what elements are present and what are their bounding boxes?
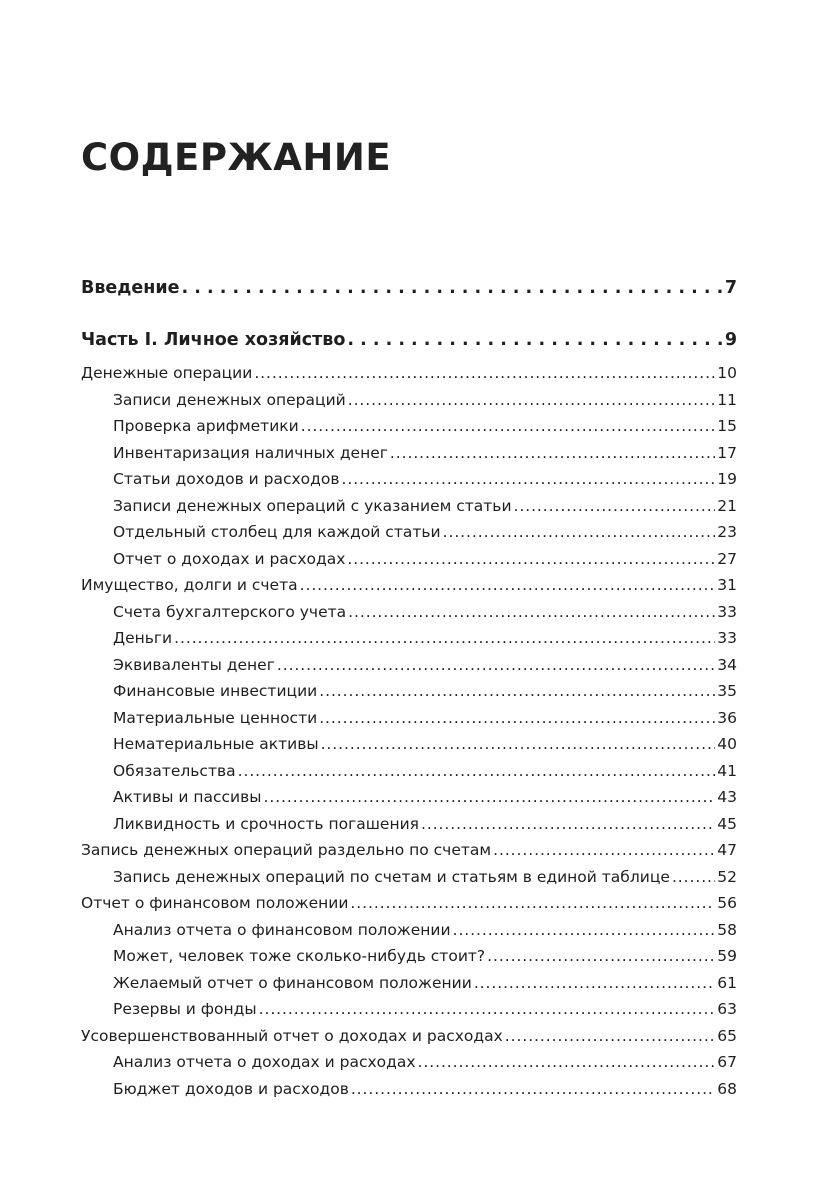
toc-entry-title: Отчет о финансовом положении	[81, 894, 349, 912]
toc-entry-page-number: 41	[717, 761, 737, 780]
page-title: СОДЕРЖАНИЕ	[81, 136, 392, 179]
toc-entry[interactable]	[81, 572, 737, 599]
toc-dot-leader	[443, 519, 716, 546]
toc-dot-leader	[390, 440, 715, 467]
table-of-contents	[81, 272, 737, 1102]
toc-dot-leader	[348, 387, 716, 414]
toc-dot-leader	[321, 731, 716, 758]
toc-entry-title: Нематериальные активы	[113, 735, 319, 753]
toc-entry-title: Отчет о доходах и расходах	[113, 549, 346, 568]
toc-entry-title: Статьи доходов и расходов	[113, 470, 340, 488]
toc-entry-page-number: 10	[717, 364, 737, 382]
toc-dot-leader	[348, 599, 715, 626]
toc-entry-title: Желаемый отчет о финансовом положении	[113, 973, 472, 992]
toc-dot-leader	[514, 493, 716, 520]
toc-entry-page-number: 36	[717, 708, 737, 727]
toc-entry[interactable]	[81, 413, 737, 440]
toc-entry-title: Проверка арифметики	[113, 417, 299, 435]
toc-entry-title: Обязательства	[113, 761, 236, 780]
toc-entry-title: Анализ отчета о финансовом положении	[113, 920, 451, 939]
toc-dot-leader	[453, 917, 716, 944]
toc-entry[interactable]	[81, 652, 737, 679]
toc-entry-page-number: 68	[717, 1079, 737, 1098]
toc-dot-leader	[264, 784, 716, 811]
toc-dot-leader	[341, 466, 715, 493]
toc-entry-page-number: 34	[717, 655, 737, 674]
toc-entry[interactable]	[81, 678, 737, 705]
toc-entry-title: Записи денежных операций с указанием статьи	[113, 496, 512, 515]
toc-dot-leader	[505, 1023, 715, 1050]
toc-entry-page-number: 21	[717, 496, 737, 515]
toc-entry-title: Материальные ценности	[113, 708, 318, 727]
toc-dot-leader	[254, 360, 715, 387]
toc-entry[interactable]	[81, 360, 737, 387]
toc-entry[interactable]	[81, 546, 737, 573]
toc-entry-page-number: 56	[717, 894, 737, 912]
toc-entry-page-number: 23	[717, 523, 737, 541]
toc-dot-leader	[238, 758, 716, 785]
toc-entry[interactable]	[81, 864, 737, 891]
toc-entry-page-number: 31	[717, 576, 737, 594]
toc-entry-page-number: 40	[717, 735, 737, 753]
toc-entry[interactable]	[81, 731, 737, 758]
toc-entry-page-number: 35	[717, 682, 737, 700]
toc-entry-title: Запись денежных операций по счетам и статьям в единой таблице	[113, 867, 670, 886]
toc-entry[interactable]	[81, 758, 737, 785]
toc-entry-title: Бюджет доходов и расходов	[113, 1079, 349, 1098]
toc-dot-leader	[421, 811, 715, 838]
toc-entry-page-number: 15	[717, 417, 737, 435]
toc-entry-title: Имущество, долги и счета	[81, 576, 298, 594]
toc-entry-page-number: 59	[717, 947, 737, 965]
toc-entry-page-number: 61	[717, 973, 737, 992]
toc-entry-title: Инвентаризация наличных денег	[113, 443, 388, 462]
toc-entry[interactable]	[81, 272, 737, 304]
toc-entry-page-number: 43	[717, 788, 737, 806]
toc-entry[interactable]	[81, 1049, 737, 1076]
toc-entry-page-number: 27	[717, 549, 737, 568]
toc-dot-leader	[487, 943, 715, 970]
toc-entry[interactable]	[81, 493, 737, 520]
toc-entry-title: Счета бухгалтерского учета	[113, 602, 347, 621]
toc-entry-page-number: 65	[717, 1026, 737, 1045]
toc-dot-leader	[174, 625, 715, 652]
toc-entry[interactable]	[81, 387, 737, 414]
toc-dot-leader	[319, 705, 715, 732]
toc-entry-page-number: 52	[717, 867, 737, 886]
toc-entry[interactable]	[81, 1076, 737, 1103]
toc-entry-page-number: 9	[724, 330, 737, 350]
toc-entry[interactable]	[81, 440, 737, 467]
toc-entry[interactable]	[81, 705, 737, 732]
toc-entry-page-number: 67	[717, 1053, 737, 1071]
toc-entry-title: Денежные операции	[81, 364, 253, 382]
toc-entry[interactable]	[81, 599, 737, 626]
toc-entry-page-number: 11	[717, 390, 737, 409]
toc-entry-page-number: 7	[724, 278, 737, 298]
toc-entry-page-number: 58	[717, 920, 737, 939]
toc-entry-title: Запись денежных операций раздельно по счетам	[81, 841, 492, 859]
toc-entry[interactable]	[81, 837, 737, 864]
toc-dot-leader	[350, 890, 715, 917]
toc-entry[interactable]	[81, 324, 737, 356]
toc-entry[interactable]	[81, 519, 737, 546]
toc-dot-leader	[672, 864, 715, 891]
toc-entry-title: Активы и пассивы	[113, 788, 262, 806]
toc-entry-page-number: 33	[717, 629, 737, 647]
toc-entry-page-number: 19	[717, 470, 737, 488]
toc-entry[interactable]	[81, 996, 737, 1023]
toc-entry-title: Часть I. Личное хозяйство	[81, 330, 346, 350]
toc-entry[interactable]	[81, 1023, 737, 1050]
toc-entry-title: Ликвидность и срочность погашения	[113, 814, 419, 833]
toc-entry[interactable]	[81, 784, 737, 811]
toc-dot-leader	[351, 1076, 715, 1103]
toc-entry[interactable]	[81, 625, 737, 652]
toc-entry-page-number: 47	[717, 841, 737, 859]
toc-entry-page-number: 17	[717, 443, 737, 462]
toc-entry-title: Деньги	[113, 629, 173, 647]
toc-entry-page-number: 45	[717, 814, 737, 833]
toc-entry-title: Усовершенствованный отчет о доходах и расходах	[81, 1026, 503, 1045]
toc-entry-title: Эквиваленты денег	[113, 655, 275, 674]
toc-entry[interactable]	[81, 811, 737, 838]
toc-dot-leader	[493, 837, 715, 864]
toc-entry-title: Записи денежных операций	[113, 390, 346, 409]
toc-dot-leader	[182, 272, 723, 304]
toc-dot-leader	[301, 413, 716, 440]
toc-dot-leader	[319, 678, 715, 705]
toc-entry[interactable]	[81, 917, 737, 944]
toc-dot-leader	[300, 572, 716, 599]
toc-entry[interactable]	[81, 890, 737, 917]
toc-entry-title: Анализ отчета о доходах и расходах	[113, 1053, 416, 1071]
toc-dot-leader	[474, 970, 715, 997]
toc-entry-title: Резервы и фонды	[113, 1000, 257, 1018]
toc-entry[interactable]	[81, 943, 737, 970]
toc-entry-title: Введение	[81, 278, 180, 298]
toc-entry-page-number: 33	[717, 602, 737, 621]
toc-dot-leader	[259, 996, 716, 1023]
toc-entry-title: Отдельный столбец для каждой статьи	[113, 523, 441, 541]
toc-dot-leader	[277, 652, 715, 679]
toc-dot-leader	[347, 324, 722, 356]
toc-entry-title: Финансовые инвестиции	[113, 682, 318, 700]
toc-entry[interactable]	[81, 970, 737, 997]
toc-dot-leader	[347, 546, 715, 573]
toc-dot-leader	[418, 1049, 716, 1076]
toc-entry-page-number: 63	[717, 1000, 737, 1018]
toc-entry[interactable]	[81, 466, 737, 493]
toc-entry-title: Может, человек тоже сколько-нибудь стоит?	[113, 947, 486, 965]
